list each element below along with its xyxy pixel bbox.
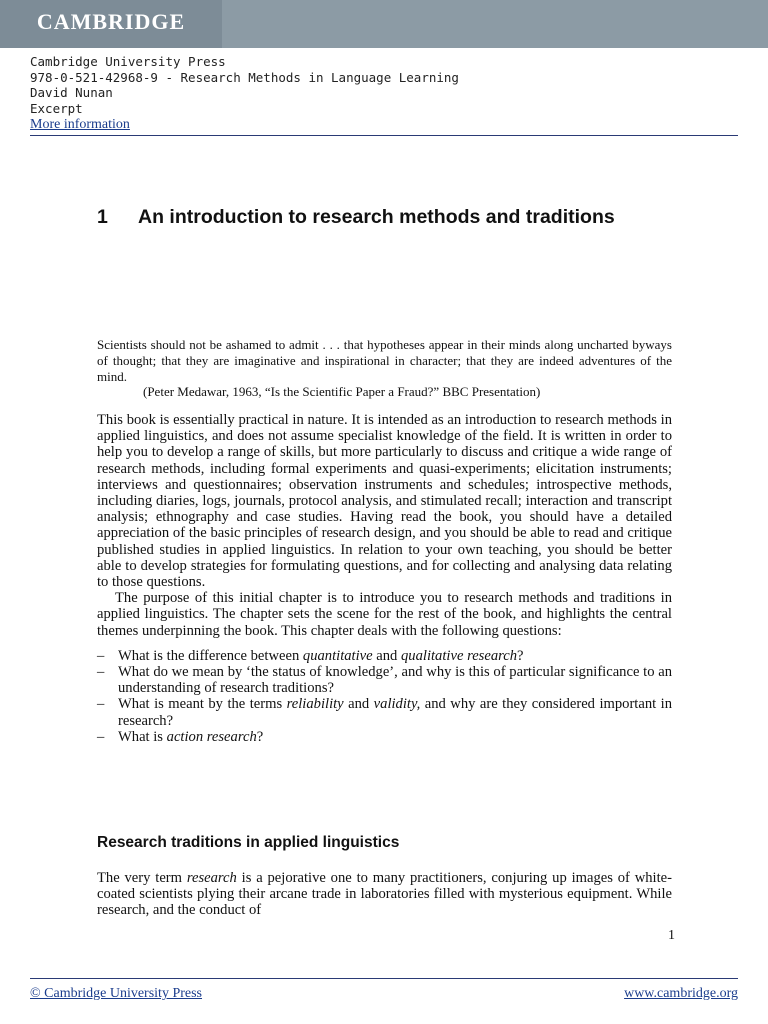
website-link[interactable]: www.cambridge.org — [624, 986, 738, 1001]
section-heading: Research traditions in applied linguistics — [97, 834, 400, 851]
publisher-name: Cambridge University Press — [30, 54, 226, 69]
logo-text: CAMBRIDGE — [36, 9, 186, 34]
isbn-title: 978-0-521-42968-9 - Research Methods in Language Learning — [30, 69, 459, 85]
copyright-link[interactable]: © Cambridge University Press — [30, 986, 203, 1001]
book-metadata — [30, 54, 459, 133]
epigraph-citation: (Peter Medawar, 1963, “Is the Scientific Paper a Fraud?” BBC Presentation) — [143, 384, 541, 400]
chapter-number: 1 — [97, 206, 108, 228]
header-divider — [30, 135, 738, 136]
footer-divider — [30, 978, 738, 979]
question-list — [97, 648, 672, 745]
list-item: – What is the difference between quantitative and qualitative research? — [97, 647, 524, 664]
list-item: – What is action research? — [97, 728, 264, 745]
paragraph-purpose: The purpose of this initial chapter is to introduce you to research methods and traditions in applied linguistics. The chapter sets the scene for the rest of the book, and highlights the central themes underpinning the book. This chapter deals with the following questions: — [97, 590, 672, 639]
excerpt-label: Excerpt — [30, 100, 83, 116]
header-bar — [0, 0, 768, 48]
cambridge-logo[interactable] — [0, 0, 222, 48]
paragraph-intro: This book is essentially practical in nature. It is intended as an introduction to research methods in applied linguistics, and does not assume specialist knowledge of the field. It is written in order to help you to develop a range of skills, but more particularly to discuss and critique a wide range of research methods, including formal experiments and quasi-experiments; elicitation instruments; interviews and questionnaires; observation instruments and schedules; introspective methods, including diaries, logs, journals, protocol analysis, and stimulated recall; interaction and transcript analysis; ethnography and case studies. Having read the book, you should have a detailed appreciation of the basic principles of research design, and you should be able to read and critique published studies in applied linguistics. In relation to your own teaching, you should be better able to develop strategies for formulating questions, and for collecting and analysing data relating to those questions. — [97, 412, 672, 591]
epigraph-quote: Scientists should not be ashamed to admit . . . that hypotheses appear in their minds along uncharted byways of thought; that they are imaginative and inspirational in character; that they are indeed adventures of the mind. — [97, 337, 672, 384]
list-item: – What do we mean by ‘the status of knowledge’, and why is this of particular significance to an understanding of research traditions? — [97, 664, 672, 697]
paragraph-research-traditions: The very term research is a pejorative one to many practitioners, conjuring up images of white-coated scientists plying their arcane trade in laboratories filled with mysterious equipment. While research, and the conduct of — [97, 870, 673, 919]
author-name: David Nunan — [30, 85, 113, 101]
page-number: 1 — [668, 928, 675, 943]
list-item: – What is meant by the terms reliability and validity, and why are they considered important in research? — [97, 696, 673, 729]
chapter-body — [97, 412, 672, 745]
chapter-title: An introduction to research methods and traditions — [138, 206, 615, 228]
epigraph — [97, 337, 672, 400]
more-information-link[interactable]: More information — [30, 117, 130, 133]
